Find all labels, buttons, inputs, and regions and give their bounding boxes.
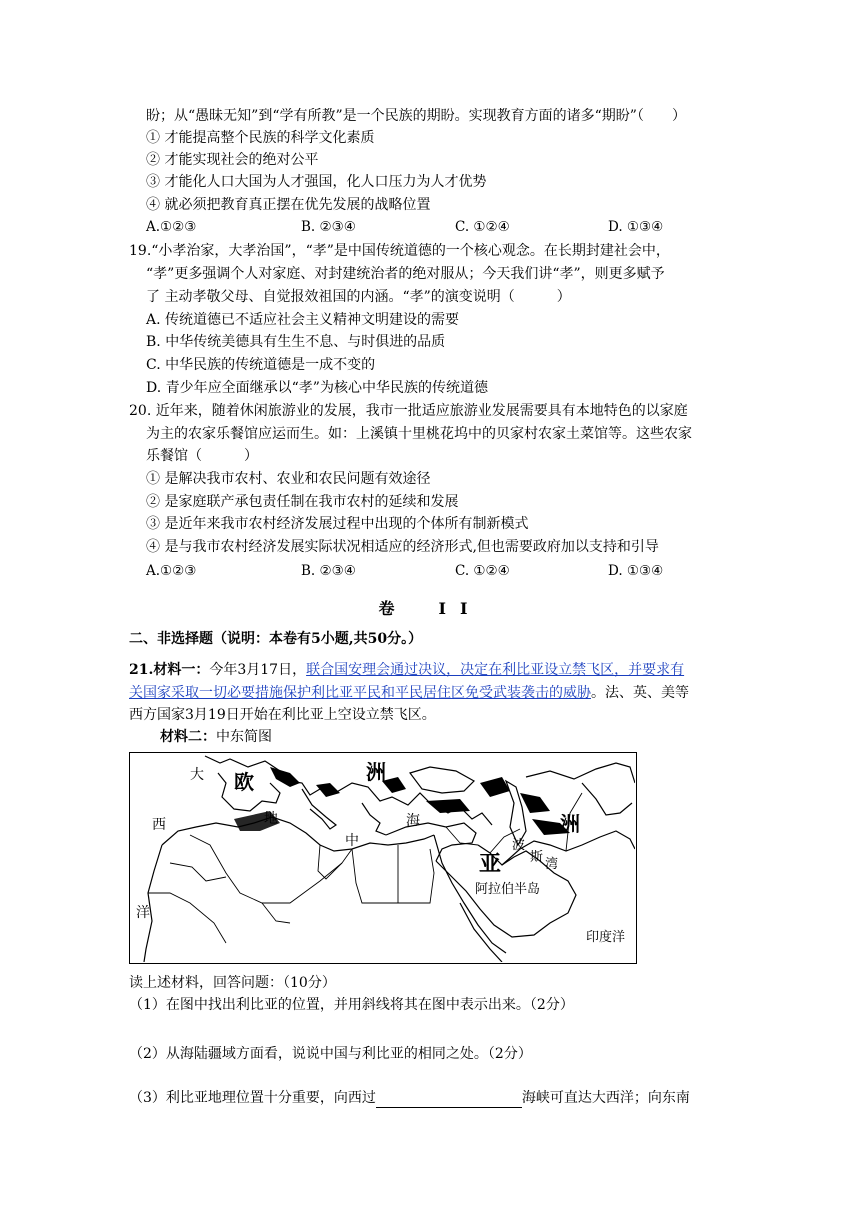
q19-option-d[interactable]: D. 青少年应全面继承以“孝”为核心中华民族的传统道德 (146, 380, 488, 396)
q19-stem-line-2: “孝”更多强调个人对家庭、对封建统治者的绝对服从；今天我们讲“孝”，则更多赋予 (146, 266, 665, 282)
q20-option-c[interactable]: C. ①②④ (455, 563, 510, 579)
map-label-hai: 海 (406, 813, 420, 829)
map-label-bo: 波 (512, 838, 526, 853)
q18-option-d[interactable]: D. ①③④ (608, 219, 664, 235)
q20-option-b[interactable]: B. ②③④ (301, 563, 356, 579)
q20-item-3: ③ 是近年来我市农村经济发展过程中出现的个体所有制新模式 (146, 516, 529, 532)
map-label-indian: 印度洋 (586, 930, 626, 945)
q20-options (0, 563, 860, 583)
q18-item-4: ④ 就必须把教育真正摆在优先发展的战略位置 (146, 197, 431, 213)
q18-option-b[interactable]: B. ②③④ (301, 219, 356, 235)
map-label-da: 大 (190, 767, 204, 783)
q21-material1-label: 21.材料一： (129, 662, 210, 678)
q21-material1-line-2 (129, 683, 689, 703)
q21-material1-link-2[interactable]: 关国家采取一切必要措施保护利比亚平民和平民居住区免受武装袭击的威胁 (129, 685, 591, 701)
section-header: 二、非选择题（说明：本卷有5小题,共50分。） (129, 631, 423, 647)
q18-stem-tail: 盼；从“愚昧无知”到“学有所教”是一个民族的期盼。实现教育方面的诸多“期盼”（ ） (146, 108, 686, 124)
q21-prompt: 读上述材料，回答问题：（10分） (129, 975, 336, 991)
map-label-xi: 西 (152, 817, 166, 833)
map-labels (136, 760, 625, 945)
middle-east-map[interactable] (129, 752, 637, 964)
q21-sub-3-blank[interactable] (376, 1093, 522, 1108)
q21-sub-3 (129, 1088, 690, 1108)
map-label-di: 地 (264, 811, 278, 827)
map-label-zhou-2: 洲 (560, 812, 580, 836)
map-label-si: 斯 (530, 850, 544, 865)
map-drawing (130, 753, 635, 962)
section-title: 卷 II (378, 599, 482, 618)
q21-material1-link-1[interactable]: 联合国安理会通过决议，决定在利比亚设立禁飞区，并要求有 (306, 662, 685, 678)
map-label-wan: 湾 (545, 857, 559, 872)
map-label-arabia: 阿拉伯半岛 (475, 882, 541, 897)
map-borders (148, 793, 582, 943)
map-label-zhou-1: 洲 (366, 760, 386, 784)
q21-material2-line (160, 727, 272, 747)
q20-stem-line-3: 乐餐馆（ ） (146, 448, 258, 464)
map-label-yang: 洋 (136, 905, 150, 921)
q19-option-b[interactable]: B. 中华传统美德具有生生不息、与时俱进的品质 (146, 334, 446, 350)
q19-option-c[interactable]: C. 中华民族的传统道德是一成不变的 (146, 357, 376, 373)
q20-option-a[interactable]: A.①②③ (146, 563, 197, 579)
q20-stem-line-1: 20. 近年来，随着休闲旅游业的发展，我市一批适应旅游业发展需要具有本地特色的以家庭 (129, 403, 688, 419)
q21-sub-3-post: 海峡可直达大西洋；向东南 (521, 1090, 690, 1106)
q18-item-2: ② 才能实现社会的绝对公平 (146, 152, 319, 168)
q20-option-d[interactable]: D. ①③④ (608, 563, 664, 579)
map-label-ya: 亚 (479, 852, 502, 877)
q21-material2-label: 材料二： (160, 729, 216, 745)
q21-material1-line-3: 西方国家3月19日开始在利比亚上空设立禁飞区。 (129, 707, 436, 723)
q20-stem-line-2: 为主的农家乐餐馆应运而生。如：上溪镇十里桃花坞中的贝家村农家土菜馆等。这些农家 (146, 426, 692, 442)
q21-material1-line-1 (129, 660, 684, 680)
q18-item-1: ① 才能提高整个民族的科学文化素质 (146, 130, 375, 146)
q18-option-a[interactable]: A.①②③ (146, 219, 197, 235)
q19-stem-line-1: 19.“小孝治家，大孝治国”，“孝”是中国传统道德的一个核心观念。在长期封建社会中， (129, 243, 670, 259)
q19-stem-line-3: 了 主动孝敬父母、自觉报效祖国的内涵。“孝”的演变说明（ ） (146, 289, 571, 305)
q20-item-4: ④ 是与我市农村经济发展实际状况相适应的经济形式,但也需要政府加以支持和引导 (146, 539, 659, 555)
map-label-ou: 欧 (234, 770, 254, 794)
q20-item-1: ① 是解决我市农村、农业和农民问题有效途径 (146, 471, 431, 487)
map-label-zhong: 中 (345, 833, 359, 849)
q18-options (0, 219, 860, 239)
q21-sub-1: （1）在图中找出利比亚的位置，并用斜线将其在图中表示出来。（2分） (129, 997, 574, 1013)
q21-material1-post: 。法、英、美等 (591, 685, 689, 701)
q21-material1-pre: 今年3月17日， (209, 662, 307, 678)
q21-material2-text: 中东简图 (216, 729, 272, 745)
q20-item-2: ② 是家庭联产承包责任制在我市农村的延续和发展 (146, 494, 459, 510)
q21-sub-2: （2）从海陆疆域方面看，说说中国与利比亚的相同之处。（2分） (129, 1046, 532, 1062)
q18-item-3: ③ 才能化人口大国为人才强国，化人口压力为人才优势 (146, 174, 487, 190)
q18-option-c[interactable]: C. ①②④ (455, 219, 510, 235)
q19-option-a[interactable]: A. 传统道德已不适应社会主义精神文明建设的需要 (146, 312, 460, 328)
q21-sub-3-pre: （3）利比亚地理位置十分重要，向西过 (129, 1090, 376, 1106)
